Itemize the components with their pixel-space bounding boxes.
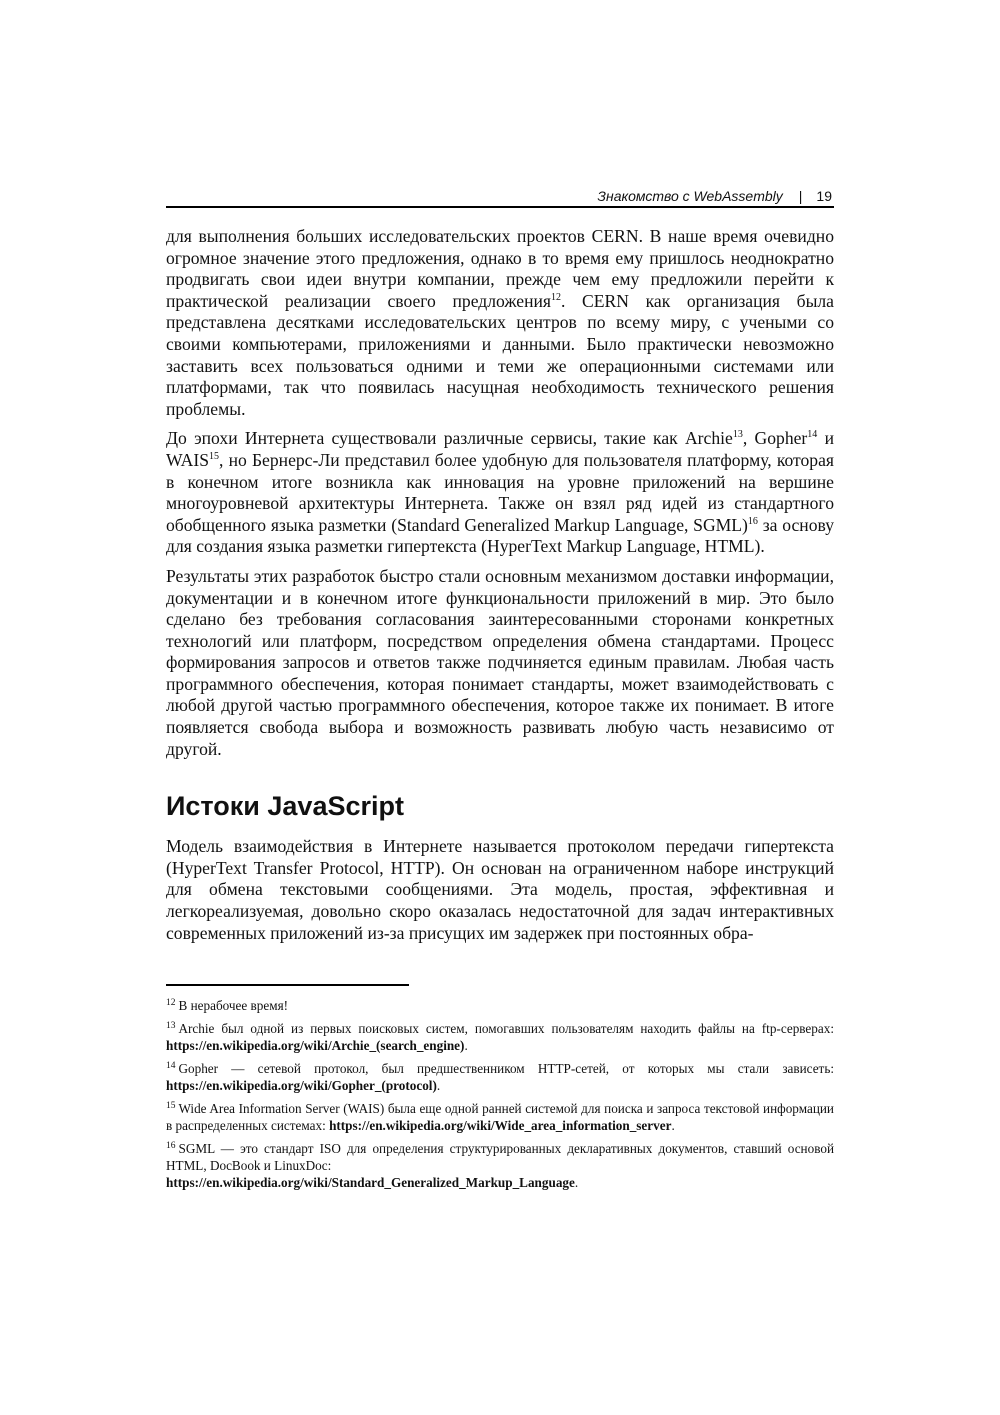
footnote-13: [166, 1020, 834, 1054]
paragraph-text: для выполнения больших исследовательских проектов CERN. В наше время очевидно огромное значение этого предложения, однако в то время ему пришлось неоднократно продвигать свои идеи внутри компании, прежде чем ему предложили перейти к практической реализации своего предложения: [166, 226, 834, 311]
running-head: [166, 184, 834, 208]
paragraph-3: Результаты этих разработок быстро стали основным механизмом доставки информации, документации и в конечном итоге функциональности приложений в мир. Это было сделано без требования согласования заинтересованными сторонами конкретных технологий или платформ, посредством определения обмена стандартами. Процесс формирования запросов и ответов также подчиняется единым правилам. Любая часть программного обеспечения, которая понимает стандарты, может взаимодействовать с любой другой частью программного обеспечения, которое также их понимает. В итоге появляется свобода выбора и возможность развивать любую часть независимо от другой.: [166, 565, 834, 759]
footnote-ref-14[interactable]: 14: [807, 429, 818, 441]
section-heading: Истоки JavaScript: [166, 791, 404, 822]
footnote-text: В нерабочее время!: [178, 998, 289, 1013]
footnote-ref-16[interactable]: 16: [747, 515, 758, 527]
footnote-link[interactable]: https://en.wikipedia.org/wiki/Gopher_(protocol): [166, 1078, 437, 1093]
paragraph-2: [166, 428, 834, 558]
footnote-number: 12: [166, 997, 176, 1008]
footnote-ref-12[interactable]: 12: [551, 291, 562, 303]
footnote-text: Gopher — сетевой протокол, был предшественником HTTP-сетей, от которых мы стали зависеть:: [178, 1061, 834, 1076]
body-text: [166, 226, 834, 952]
chapter-title: Знакомство с WebAssembly: [597, 188, 783, 204]
footnote-divider: [166, 984, 409, 986]
header-separator: |: [798, 188, 803, 204]
footnote-link[interactable]: https://en.wikipedia.org/wiki/Standard_Generalized_Markup_Language: [166, 1175, 575, 1190]
footnote-number: 15: [166, 1100, 176, 1111]
paragraph-text: До эпохи Интернета существовали различные сервисы, такие как Archie: [166, 428, 733, 449]
footnote-end: .: [464, 1038, 468, 1053]
paragraph-text: за основу для создания языка разметки гипертекста (HyperText Markup Language, HTML).: [166, 514, 834, 557]
footnote-12: [166, 997, 834, 1014]
paragraph-text: , но Бернерс-Ли представил более удобную для пользователя платформу, которая в конечном итоге возникла как инновация на уровне приложений на вершине многоуровневой архитектуры Интернета. Также он взял ряд идей из стандартного обобщенного языка разметки (Standard Generalized Markup Language, SGML): [166, 449, 834, 535]
footnote-end: .: [671, 1118, 675, 1133]
footnote-number: 16: [166, 1140, 176, 1151]
footnote-ref-13[interactable]: 13: [732, 429, 743, 441]
footnotes: [166, 997, 834, 1197]
footnote-end: .: [436, 1078, 441, 1093]
footnote-number: 14: [166, 1060, 176, 1071]
paragraph-text: , Gopher: [742, 428, 808, 449]
footnote-16: [166, 1140, 834, 1191]
paragraph-text: . CERN как организация была представлена десятками исследовательских центров по всему миру, с учеными со своими компьютерами, приложениями и данными. Было практически невозможно заставить всех пользоваться одними и теми же операционными системами или платформами, так что появилась насущная необходимость технического решения проблемы.: [166, 290, 834, 419]
footnote-number: 13: [166, 1020, 176, 1031]
footnote-15: [166, 1100, 834, 1134]
footnote-text: SGML — это стандарт ISO для определения структурированных декларативных документов, ставший основой HTML, DocBook и LinuxDoc:: [166, 1141, 834, 1173]
paragraph-1: [166, 226, 834, 420]
footnote-text: Archie был одной из первых поисковых систем, помогавших пользователям находить файлы на ftp-серверах:: [178, 1021, 834, 1036]
page-number: 19: [816, 188, 832, 204]
footnote-link[interactable]: https://en.wikipedia.org/wiki/Wide_area_information_server: [329, 1118, 672, 1133]
paragraph-4: Модель взаимодействия в Интернете называется протоколом передачи гипертекста (HyperText Transfer Protocol, HTTP). Он основан на ограниченном наборе инструкций для обмена текстовыми сообщениями. Эта модель, простая, эффективная и легкореализуемая, довольно скоро оказалась недостаточной для задач интерактивных современных приложений из-за присущих им задержек при постоянных обра-: [166, 836, 834, 943]
footnote-14: [166, 1060, 834, 1094]
footnote-ref-15[interactable]: 15: [209, 451, 220, 463]
footnote-link[interactable]: https://en.wikipedia.org/wiki/Archie_(search_engine): [166, 1038, 465, 1053]
footnote-text: Wide Area Information Server (WAIS) была еще одной ранней системой для поиска и запроса текстовой информации в распределенных системах:: [166, 1101, 834, 1133]
footnote-end: .: [574, 1175, 579, 1190]
paragraph-text: и WAIS: [166, 428, 834, 470]
